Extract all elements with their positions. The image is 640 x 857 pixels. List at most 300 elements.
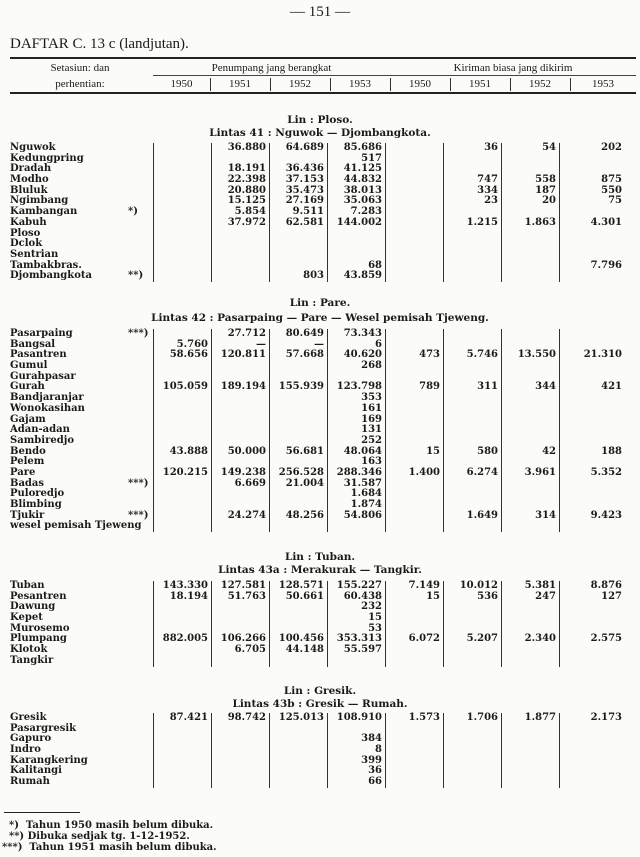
- table-cell: [211, 734, 269, 745]
- station-name: Pelem: [10, 456, 45, 468]
- table-cell: [501, 393, 559, 404]
- table-cell: [211, 261, 269, 272]
- table-cell: [269, 229, 327, 240]
- station-name: Sentrian: [10, 248, 59, 260]
- table-cell: 5.746: [443, 350, 501, 361]
- table-cell: [559, 777, 625, 788]
- table-row: [10, 713, 636, 724]
- table-cell: [211, 521, 269, 532]
- station-name: Sambiredjo: [10, 434, 74, 446]
- table-cell: 7.796: [559, 261, 625, 272]
- table-cell: 1.863: [501, 218, 559, 229]
- table-cell: 6.669: [211, 479, 269, 490]
- station-note: [128, 186, 153, 197]
- table-cell: 24.274: [211, 511, 269, 522]
- table-cell: [153, 361, 211, 372]
- table-cell: 8.876: [559, 581, 625, 592]
- table-cell: [211, 415, 269, 426]
- table-cell: [443, 154, 501, 165]
- table-cell: [269, 521, 327, 532]
- station-note: ***): [128, 477, 149, 489]
- table-cell: [385, 271, 443, 282]
- table-cell: [385, 261, 443, 272]
- station-note: [128, 340, 153, 351]
- table-cell: 268: [327, 361, 385, 372]
- table-cell: [559, 271, 625, 282]
- table-row: [10, 250, 636, 261]
- table-cell: [385, 239, 443, 250]
- table-cell: [385, 196, 443, 207]
- station-note: [128, 756, 153, 767]
- station-name: Bangsal: [10, 338, 56, 350]
- table-cell: 473: [385, 350, 443, 361]
- station-note: [128, 645, 153, 656]
- table-row: [10, 436, 636, 447]
- table-cell: 21.310: [559, 350, 625, 361]
- table-cell: [501, 602, 559, 613]
- table-cell: [211, 766, 269, 777]
- table-cell: 384: [327, 734, 385, 745]
- table-cell: 1.874: [327, 500, 385, 511]
- table-cell: [559, 656, 625, 667]
- header-divider: [390, 78, 391, 91]
- table-cell: [153, 261, 211, 272]
- table-cell: [385, 154, 443, 165]
- table-cell: [501, 154, 559, 165]
- table-cell: [501, 271, 559, 282]
- table-cell: [269, 756, 327, 767]
- table-cell: [559, 329, 625, 340]
- table-cell: [385, 393, 443, 404]
- table-cell: [443, 271, 501, 282]
- table-cell: [501, 229, 559, 240]
- header-divider: [570, 78, 571, 91]
- route-heading: Lintas 43a : Merakurak — Tangkir.: [218, 564, 422, 576]
- station-name: Adan-adan: [10, 424, 70, 436]
- section-table: [10, 143, 636, 282]
- table-cell: 80.649: [269, 329, 327, 340]
- table-cell: 48.256: [269, 511, 327, 522]
- table-row: [10, 382, 636, 393]
- table-cell: 62.581: [269, 218, 327, 229]
- station-note: [128, 164, 153, 175]
- table-cell: [385, 143, 443, 154]
- table-cell: 5.854: [211, 207, 269, 218]
- table-cell: [327, 250, 385, 261]
- station-note: [128, 602, 153, 613]
- table-row: [10, 745, 636, 756]
- header-year: 1951: [469, 78, 491, 90]
- footnote-1: *) Tahun 1950 masih belum dibuka.: [2, 820, 214, 831]
- table-cell: 8: [327, 745, 385, 756]
- route-heading: Lintas 42 : Pasarpaing — Pare — Wesel pemisah Tjeweng.: [151, 312, 489, 324]
- table-cell: 50.000: [211, 447, 269, 458]
- table-cell: 188: [559, 447, 625, 458]
- table-cell: 13.550: [501, 350, 559, 361]
- station-note: [128, 250, 153, 261]
- table-cell: [153, 218, 211, 229]
- table-cell: 21.004: [269, 479, 327, 490]
- table-cell: [385, 250, 443, 261]
- table-cell: [385, 186, 443, 197]
- table-cell: [501, 479, 559, 490]
- table-cell: 60.438: [327, 592, 385, 603]
- table-cell: [269, 656, 327, 667]
- table-cell: [153, 164, 211, 175]
- table-cell: [211, 724, 269, 735]
- table-cell: 875: [559, 175, 625, 186]
- table-cell: 143.330: [153, 581, 211, 592]
- header-year: 1952: [529, 78, 551, 90]
- station-note: [128, 457, 153, 468]
- station-name: Indro: [10, 744, 41, 756]
- station-name: Kepet: [10, 612, 43, 624]
- table-cell: [501, 425, 559, 436]
- table-cell: 9.511: [269, 207, 327, 218]
- table-cell: 5.760: [153, 340, 211, 351]
- table-cell: [559, 404, 625, 415]
- table-cell: 747: [443, 175, 501, 186]
- table-cell: 7.283: [327, 207, 385, 218]
- table-cell: [501, 404, 559, 415]
- table-cell: [559, 602, 625, 613]
- header-station-line1: Setasiun: dan: [50, 62, 110, 74]
- table-cell: [385, 175, 443, 186]
- table-cell: 187: [501, 186, 559, 197]
- table-cell: 558: [501, 175, 559, 186]
- table-cell: 73.343: [327, 329, 385, 340]
- table-cell: [385, 656, 443, 667]
- table-cell: 37.972: [211, 218, 269, 229]
- footnote-rule: [4, 812, 80, 813]
- table-cell: 54: [501, 143, 559, 154]
- table-cell: 2.173: [559, 713, 625, 724]
- station-note: [128, 613, 153, 624]
- table-cell: [443, 724, 501, 735]
- table-cell: [385, 436, 443, 447]
- line-heading: Lin : Ploso.: [287, 114, 353, 126]
- station-note: [128, 361, 153, 372]
- station-note: [128, 393, 153, 404]
- section-table: [10, 713, 636, 788]
- header-year: 1953: [592, 78, 614, 90]
- table-cell: [385, 766, 443, 777]
- table-cell: 85.686: [327, 143, 385, 154]
- table-cell: [501, 489, 559, 500]
- table-cell: 36: [443, 143, 501, 154]
- station-note: *): [128, 206, 138, 218]
- station-name: Kedungpring: [10, 152, 84, 164]
- table-cell: [269, 613, 327, 624]
- table-cell: [211, 613, 269, 624]
- station-name: Badas: [10, 477, 45, 489]
- table-cell: 353.313: [327, 634, 385, 645]
- table-cell: [443, 777, 501, 788]
- table-cell: [153, 393, 211, 404]
- table-cell: [153, 734, 211, 745]
- station-name: Kabuh: [10, 216, 47, 228]
- table-row: [10, 425, 636, 436]
- table-cell: [501, 521, 559, 532]
- table-cell: 10.012: [443, 581, 501, 592]
- table-cell: [327, 229, 385, 240]
- table-cell: [269, 425, 327, 436]
- table-cell: 50.661: [269, 592, 327, 603]
- header-year: 1953: [349, 78, 371, 90]
- table-cell: 20.880: [211, 186, 269, 197]
- table-row: [10, 239, 636, 250]
- station-name: Pesantren: [10, 590, 67, 602]
- table-cell: [501, 329, 559, 340]
- table-cell: 580: [443, 447, 501, 458]
- table-cell: 44.832: [327, 175, 385, 186]
- table-cell: 163: [327, 457, 385, 468]
- table-cell: 15: [385, 447, 443, 458]
- table-cell: [385, 415, 443, 426]
- table-cell: —: [211, 340, 269, 351]
- table-cell: 1.649: [443, 511, 501, 522]
- table-cell: 27.169: [269, 196, 327, 207]
- table-cell: 18.191: [211, 164, 269, 175]
- table-cell: 68: [327, 261, 385, 272]
- table-cell: 128.571: [269, 581, 327, 592]
- station-note: [128, 489, 153, 500]
- station-note: [128, 724, 153, 735]
- station-name: Gresik: [10, 712, 47, 723]
- table-cell: 161: [327, 404, 385, 415]
- station-name: Dclok: [10, 238, 43, 250]
- table-cell: [153, 404, 211, 415]
- station-name: Murosemo: [10, 622, 70, 634]
- table-cell: 1.215: [443, 218, 501, 229]
- station-name: Pasantren: [10, 349, 67, 361]
- table-cell: [269, 415, 327, 426]
- table-cell: [559, 724, 625, 735]
- table-cell: 5.381: [501, 581, 559, 592]
- table-cell: [501, 734, 559, 745]
- table-cell: [211, 239, 269, 250]
- station-note: [128, 634, 153, 645]
- header-divider: [330, 78, 331, 91]
- table-cell: [385, 645, 443, 656]
- table-cell: 38.013: [327, 186, 385, 197]
- station-name: Pasarpaing: [10, 328, 73, 339]
- table-cell: 42: [501, 447, 559, 458]
- table-cell: [269, 724, 327, 735]
- table-cell: [501, 724, 559, 735]
- table-cell: 5.207: [443, 634, 501, 645]
- table-cell: 100.456: [269, 634, 327, 645]
- table-cell: [501, 756, 559, 767]
- table-cell: [211, 777, 269, 788]
- table-row: [10, 447, 636, 458]
- table-cell: [269, 777, 327, 788]
- table-row: [10, 489, 636, 500]
- station-name: Karangkering: [10, 754, 88, 766]
- table-cell: [443, 656, 501, 667]
- table-cell: [443, 425, 501, 436]
- table-cell: 123.798: [327, 382, 385, 393]
- table-cell: 144.002: [327, 218, 385, 229]
- table-cell: 536: [443, 592, 501, 603]
- table-cell: [559, 250, 625, 261]
- table-cell: 803: [269, 271, 327, 282]
- table-cell: 334: [443, 186, 501, 197]
- table-row: [10, 656, 636, 667]
- station-name: Tangkir: [10, 654, 54, 666]
- table-cell: 20: [501, 196, 559, 207]
- table-cell: [385, 745, 443, 756]
- station-name: wesel pemisah Tjeweng: [10, 520, 142, 532]
- table-cell: 288.346: [327, 468, 385, 479]
- header-year: 1951: [229, 78, 251, 90]
- table-cell: 6.705: [211, 645, 269, 656]
- station-note: [128, 656, 153, 667]
- station-name: Gumul: [10, 360, 48, 372]
- table-row: [10, 602, 636, 613]
- station-name: Wonokasihan: [10, 402, 85, 414]
- table-cell: 4.301: [559, 218, 625, 229]
- station-name: Dawung: [10, 601, 56, 613]
- table-cell: 56.681: [269, 447, 327, 458]
- table-cell: 2.340: [501, 634, 559, 645]
- table-cell: [211, 756, 269, 767]
- table-cell: [443, 645, 501, 656]
- table-cell: 1.573: [385, 713, 443, 724]
- table-cell: [153, 724, 211, 735]
- table-cell: 9.423: [559, 511, 625, 522]
- table-cell: 5.352: [559, 468, 625, 479]
- station-note: [128, 734, 153, 745]
- table-cell: [327, 239, 385, 250]
- table-cell: [559, 361, 625, 372]
- table-cell: [153, 745, 211, 756]
- table-cell: 55.597: [327, 645, 385, 656]
- table-cell: 58.656: [153, 350, 211, 361]
- table-cell: [559, 415, 625, 426]
- route-heading: Lintas 41 : Nguwok — Djombangkota.: [209, 127, 431, 139]
- station-note: [128, 382, 153, 393]
- station-note: [128, 415, 153, 426]
- table-cell: 399: [327, 756, 385, 767]
- table-row: [10, 734, 636, 745]
- table-cell: [385, 329, 443, 340]
- table-cell: 314: [501, 511, 559, 522]
- table-cell: [153, 766, 211, 777]
- table-cell: [385, 734, 443, 745]
- table-cell: [443, 261, 501, 272]
- header-top-rule: [10, 57, 636, 59]
- table-cell: [385, 164, 443, 175]
- route-heading: Lintas 43b : Gresik — Rumah.: [232, 698, 408, 710]
- table-cell: [269, 239, 327, 250]
- table-cell: [385, 500, 443, 511]
- station-name: Ploso: [10, 227, 41, 239]
- table-cell: 202: [559, 143, 625, 154]
- table-row: [10, 350, 636, 361]
- table-cell: 75: [559, 196, 625, 207]
- header-year: 1950: [170, 78, 193, 90]
- table-cell: 106.266: [211, 634, 269, 645]
- table-cell: [501, 613, 559, 624]
- table-cell: [501, 250, 559, 261]
- table-cell: [559, 479, 625, 490]
- station-name: Kambangan: [10, 206, 78, 218]
- table-cell: [211, 436, 269, 447]
- table-cell: 882.005: [153, 634, 211, 645]
- table-cell: 169: [327, 415, 385, 426]
- table-cell: [211, 250, 269, 261]
- station-name: Bendo: [10, 445, 46, 457]
- table-cell: [153, 239, 211, 250]
- table-cell: [501, 777, 559, 788]
- table-cell: [443, 404, 501, 415]
- footnote-2: **) Dibuka sedjak tg. 1-12-1952.: [2, 831, 190, 842]
- table-cell: 105.059: [153, 382, 211, 393]
- station-note: [128, 350, 153, 361]
- table-cell: 18.194: [153, 592, 211, 603]
- table-cell: 31.587: [327, 479, 385, 490]
- table-cell: [269, 489, 327, 500]
- table-cell: [385, 361, 443, 372]
- table-cell: [559, 229, 625, 240]
- station-name: Ngimbang: [10, 195, 69, 207]
- table-cell: [501, 656, 559, 667]
- table-cell: [211, 425, 269, 436]
- page-number: — 151 —: [290, 4, 350, 20]
- table-cell: [559, 425, 625, 436]
- table-cell: 1.877: [501, 713, 559, 724]
- station-name: Bandjaranjar: [10, 392, 84, 404]
- table-cell: 36.436: [269, 164, 327, 175]
- station-name: Klotok: [10, 644, 48, 656]
- table-cell: [153, 511, 211, 522]
- table-cell: [385, 511, 443, 522]
- table-cell: [153, 777, 211, 788]
- table-row: [10, 229, 636, 240]
- table-cell: 311: [443, 382, 501, 393]
- table-cell: [385, 479, 443, 490]
- station-name: Kalitangi: [10, 765, 62, 777]
- station-note: **): [128, 270, 144, 282]
- table-row: [10, 415, 636, 426]
- station-name: Rumah: [10, 776, 50, 788]
- table-cell: [385, 602, 443, 613]
- table-cell: [153, 250, 211, 261]
- table-cell: [269, 393, 327, 404]
- table-cell: [443, 602, 501, 613]
- station-note: [128, 175, 153, 186]
- table-cell: [385, 489, 443, 500]
- table-cell: 189.194: [211, 382, 269, 393]
- table-cell: [559, 756, 625, 767]
- table-cell: 37.153: [269, 175, 327, 186]
- header-divider: [450, 78, 451, 91]
- table-cell: [385, 229, 443, 240]
- section-table: [10, 581, 636, 667]
- station-name: Puloredjo: [10, 488, 65, 500]
- table-cell: [559, 745, 625, 756]
- table-cell: 517: [327, 154, 385, 165]
- table-cell: 23: [443, 196, 501, 207]
- station-note: [128, 218, 153, 229]
- station-note: [128, 436, 153, 447]
- table-cell: [153, 207, 211, 218]
- table-cell: [153, 602, 211, 613]
- table-cell: 353: [327, 393, 385, 404]
- table-title: DAFTAR C. 13 c (landjutan).: [10, 36, 189, 52]
- table-cell: [385, 207, 443, 218]
